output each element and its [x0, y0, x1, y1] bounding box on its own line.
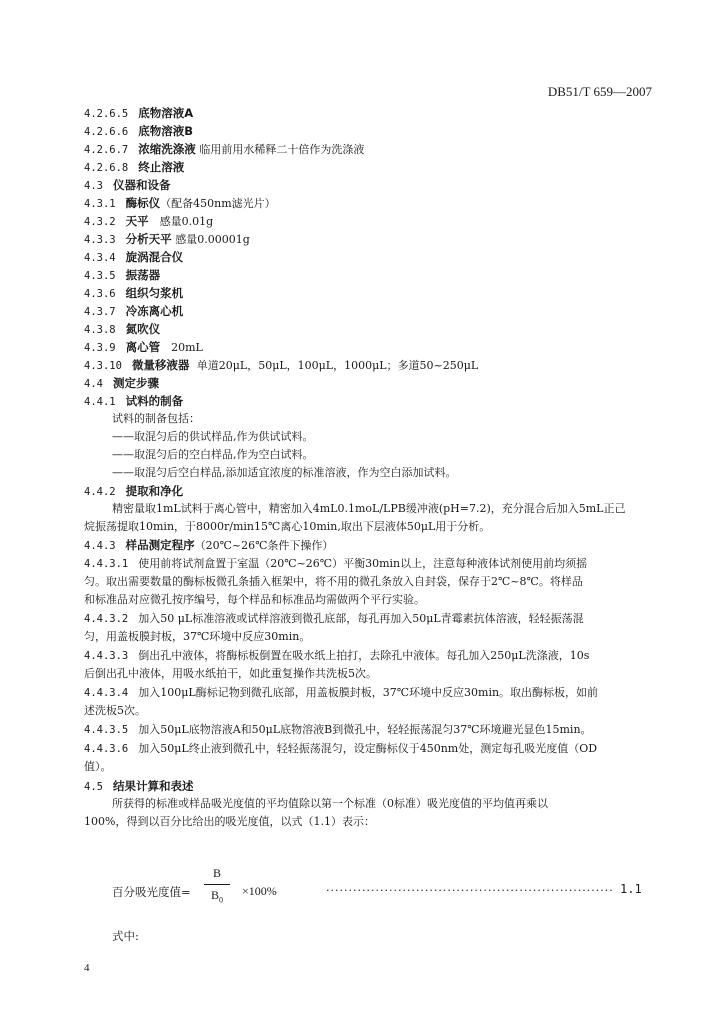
- fraction: [204, 866, 230, 904]
- prep-item: ——取混匀后的供试样品,作为供试试料。: [112, 430, 314, 443]
- equation-number: 1.1: [620, 882, 642, 896]
- prep-item: ——取混匀后的空白样品,作为空白试料。: [112, 448, 314, 461]
- paragraph-line: 100%，得到以百分比给出的吸光度值，以式（1.1）表示：: [84, 815, 375, 828]
- section-4-4-3-6: 4.4.3.6 加入50μL终止液到微孔中，轻轻振荡混匀，设定酶标仪于450nm处，测定每孔吸光度值（OD: [84, 742, 598, 755]
- fraction-bar: [204, 884, 230, 885]
- section-4-3-3: 4.3.3 分析天平 感量0.00001g: [84, 232, 250, 246]
- paragraph-line: 匀。取出需要数量的酶标板微孔条插入框架中，将不用的微孔条放入自封袋，保存于2℃~8℃。将样品: [84, 575, 583, 588]
- section-4-4-3-2: 4.4.3.2 加入50 μL标准溶液或试样溶液到微孔底部，每孔再加入50μL青霉素抗体溶液，轻轻振荡混: [84, 612, 584, 625]
- section-4-4-3-3: 4.4.3.3 倒出孔中液体，将酶标板倒置在吸水纸上拍打，去除孔中液体。每孔加入250μL洗涤液，10s: [84, 649, 590, 662]
- formula-label: 百分吸光度值=: [112, 885, 191, 899]
- where-label: 式中:: [112, 929, 139, 943]
- formula-1-1: [112, 866, 672, 916]
- section-4-3-9: 4.3.9 离心管 20mL: [84, 340, 203, 354]
- prep-intro: 试料的制备包括：: [112, 412, 200, 425]
- paragraph-line: 述洗板5次。: [84, 704, 146, 717]
- section-4-3-5: 4.3.5 振荡器: [84, 268, 161, 282]
- section-4-2-6-7: 4.2.6.7 浓缩洗涤液 临用前用水稀释二十倍作为洗涤液: [84, 142, 365, 156]
- section-4-3-2: 4.3.2 天平 感量0.01g: [84, 214, 214, 228]
- formula-multiplier: ×100%: [242, 884, 277, 898]
- paragraph-line: 和标准品对应微孔按序编号，每个样品和标准品均需做两个平行实验。: [84, 593, 425, 606]
- section-4-4: 4.4 测定步骤: [84, 376, 159, 390]
- document-code: DB51/T 659—2007: [547, 84, 652, 99]
- paragraph-line: 匀，用盖板膜封板，37℃环境中反应30min。: [84, 630, 311, 643]
- paragraph-line: 值）。: [84, 760, 112, 773]
- paragraph-line: 烷振荡提取10min，于8000r/min15℃离心10min,取出下层液体50μL用于分析。: [84, 520, 491, 533]
- paragraph-line: 精密量取1mL试料于离心管中，精密加入4mL0.1moL/LPB缓冲液(pH=7.2)，充分混合后加入5mL正己: [112, 502, 626, 515]
- section-4-3-10: 4.3.10 微量移液器 单道20μL，50μL，100μL，1000μL；多道50~250μL: [84, 358, 479, 372]
- section-4-4-2: 4.4.2 提取和净化: [84, 484, 184, 498]
- section-4-2-6-8: 4.2.6.8 终止溶液: [84, 160, 185, 174]
- section-4-3-8: 4.3.8 氮吹仪: [84, 322, 161, 336]
- section-4-4-3: 4.4.3 样品测定程序（20℃~26℃条件下操作）: [84, 538, 334, 552]
- section-4-2-6-5: 4.2.6.5 底物溶液A: [84, 106, 194, 120]
- paragraph-line: 所获得的标准或样品吸光度值的平均值除以第一个标准（0标准）吸光度值的平均值再乘以: [112, 797, 548, 810]
- leader-dots: ································································: [326, 884, 614, 897]
- section-4-3: 4.3 仪器和设备: [84, 178, 171, 192]
- fraction-denominator: $B_0$: [210, 888, 223, 905]
- section-4-3-1: 4.3.1 酶标仪（配备450nm滤光片）: [84, 196, 276, 210]
- section-4-4-3-4: 4.4.3.4 加入100μL酶标记物到微孔底部，用盖板膜封板，37℃环境中反应30min。取出酶标板，如前: [84, 686, 599, 699]
- section-4-4-1: 4.4.1 试料的制备: [84, 394, 184, 408]
- section-4-3-4: 4.3.4 旋涡混合仪: [84, 250, 184, 264]
- section-4-3-6: 4.3.6 组织匀浆机: [84, 286, 184, 300]
- section-4-3-7: 4.3.7 冷冻离心机: [84, 304, 184, 318]
- fraction-numerator: B: [212, 866, 221, 880]
- section-4-2-6-6: 4.2.6.6 底物溶液B: [84, 124, 194, 138]
- section-4-5: 4.5 结果计算和表述: [84, 779, 194, 793]
- page-number: 4: [84, 962, 90, 974]
- prep-item: ——取混匀后空白样品,添加适宜浓度的标准溶液，作为空白添加试料。: [112, 466, 457, 479]
- section-4-4-3-5: 4.4.3.5 加入50μL底物溶液A和50μL底物溶液B到微孔中，轻轻振荡混匀37℃环境避光显色15min。: [84, 723, 592, 736]
- section-4-4-3-1: 4.4.3.1 使用前将试剂盒置于室温（20℃~26℃）平衡30min以上，注意每种液体试剂使用前均须摇: [84, 557, 588, 570]
- paragraph-line: 后倒出孔中液体，用吸水纸拍干，如此重复操作共洗板5次。: [84, 667, 377, 680]
